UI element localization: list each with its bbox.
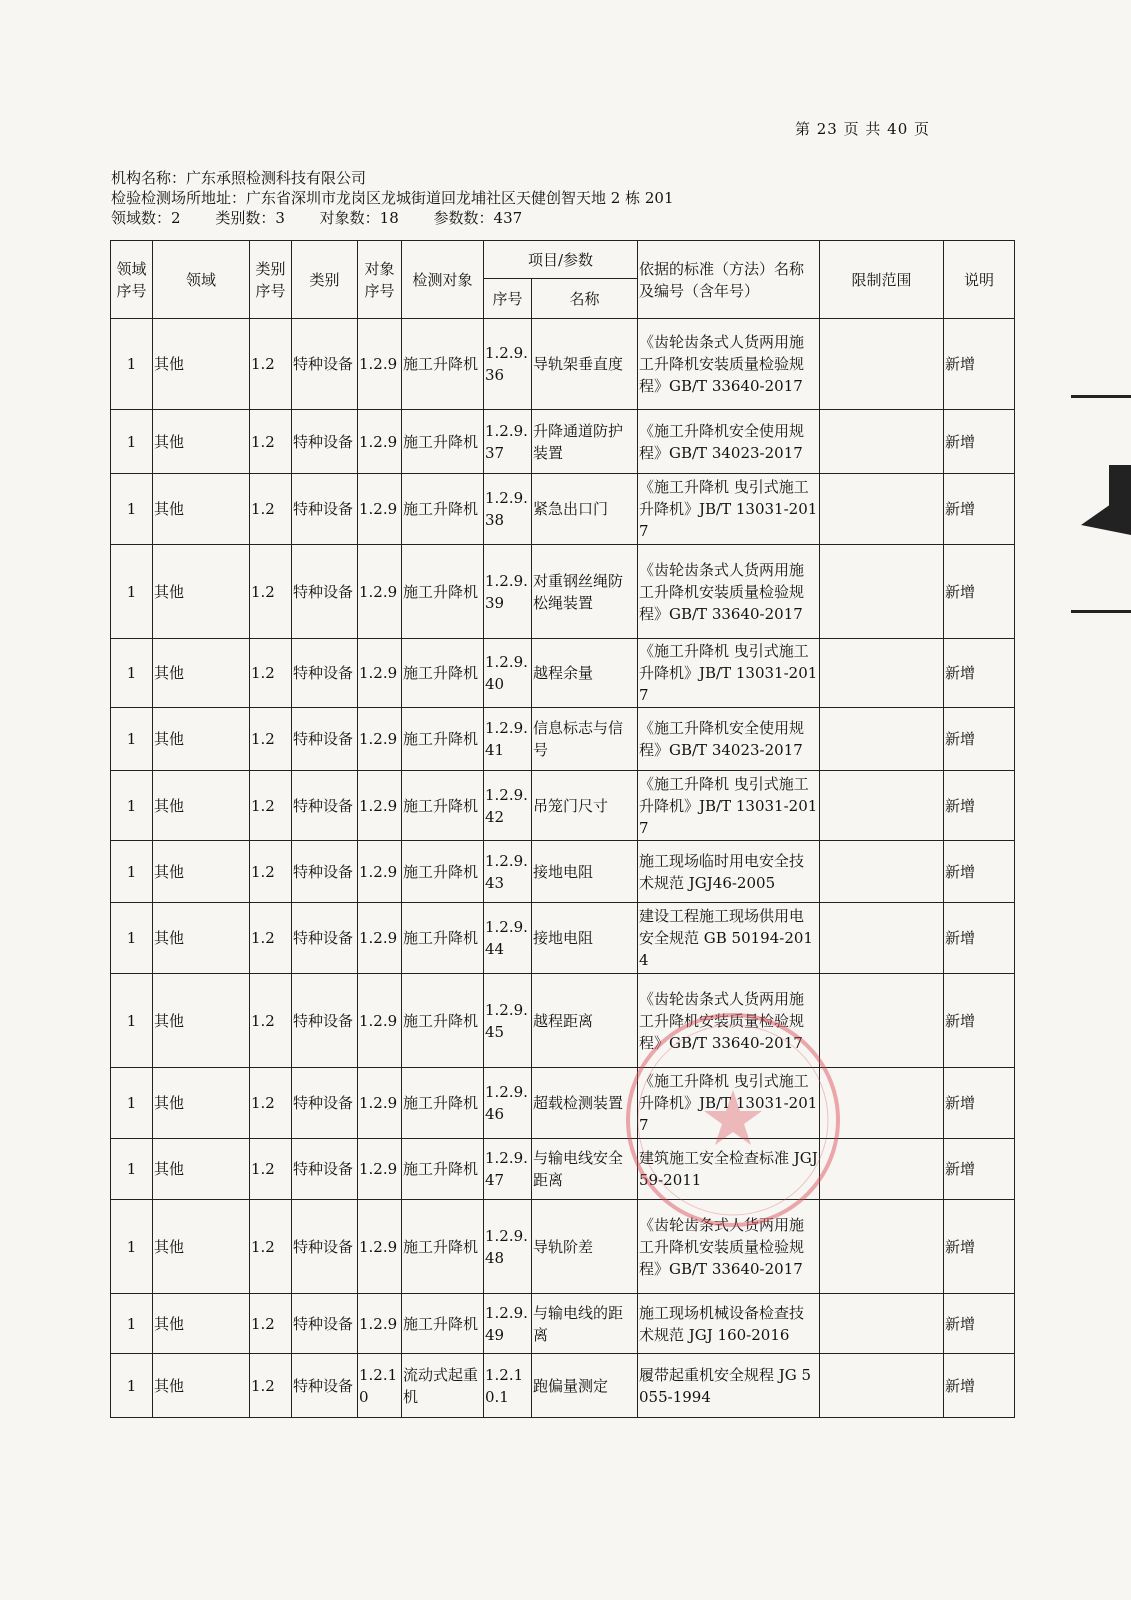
cell-domain: 其他 xyxy=(153,708,250,771)
cell-domain: 其他 xyxy=(153,974,250,1068)
table-row xyxy=(111,545,1015,639)
cell-note: 新增 xyxy=(944,903,1015,974)
cell-limit xyxy=(820,319,944,410)
cell-note: 新增 xyxy=(944,545,1015,639)
cell-category-no: 1.2 xyxy=(250,771,292,841)
cell-item-no: 1.2.9.46 xyxy=(484,1068,532,1139)
header-limit: 限制范围 xyxy=(820,241,944,319)
cell-standard: 《齿轮齿条式人货两用施工升降机安装质量检验规程》GB/T 33640-2017 xyxy=(638,974,820,1068)
cell-standard: 建筑施工安全检查标准 JGJ 59-2011 xyxy=(638,1139,820,1200)
cell-object-no: 1.2.10 xyxy=(358,1354,402,1418)
cell-domain: 其他 xyxy=(153,639,250,708)
cell-domain-no: 1 xyxy=(111,410,153,474)
stat-category: 类别数：3 xyxy=(215,209,285,227)
cell-category-no: 1.2 xyxy=(250,1139,292,1200)
cell-note: 新增 xyxy=(944,474,1015,545)
table-row xyxy=(111,639,1015,708)
cell-domain: 其他 xyxy=(153,319,250,410)
cell-domain: 其他 xyxy=(153,545,250,639)
cell-item-no: 1.2.9.43 xyxy=(484,841,532,903)
cell-category-no: 1.2 xyxy=(250,974,292,1068)
cell-category-no: 1.2 xyxy=(250,474,292,545)
cell-domain: 其他 xyxy=(153,1139,250,1200)
cell-limit xyxy=(820,1139,944,1200)
cell-limit xyxy=(820,545,944,639)
table-row xyxy=(111,903,1015,974)
table-row xyxy=(111,1068,1015,1139)
cell-note: 新增 xyxy=(944,1139,1015,1200)
cell-standard: 施工现场临时用电安全技术规范 JGJ46-2005 xyxy=(638,841,820,903)
cell-object: 施工升降机 xyxy=(402,410,484,474)
cell-standard: 《齿轮齿条式人货两用施工升降机安装质量检验规程》GB/T 33640-2017 xyxy=(638,1200,820,1294)
cell-object: 施工升降机 xyxy=(402,974,484,1068)
stat-domain: 领域数：2 xyxy=(111,209,181,227)
cell-object-no: 1.2.9 xyxy=(358,1294,402,1354)
cell-category: 特种设备 xyxy=(292,545,358,639)
cell-item-no: 1.2.9.49 xyxy=(484,1294,532,1354)
cell-standard: 建设工程施工现场供用电安全规范 GB 50194-2014 xyxy=(638,903,820,974)
cell-limit xyxy=(820,1068,944,1139)
cell-limit xyxy=(820,1354,944,1418)
cell-domain-no: 1 xyxy=(111,974,153,1068)
institution-label: 机构名称： xyxy=(111,169,187,187)
cell-item-name: 越程余量 xyxy=(532,639,638,708)
document-header xyxy=(111,168,674,228)
cell-category: 特种设备 xyxy=(292,1068,358,1139)
cell-object-no: 1.2.9 xyxy=(358,474,402,545)
cell-domain: 其他 xyxy=(153,1068,250,1139)
cell-standard: 《施工升降机安全使用规程》GB/T 34023-2017 xyxy=(638,410,820,474)
cell-domain-no: 1 xyxy=(111,771,153,841)
cell-domain: 其他 xyxy=(153,474,250,545)
cell-standard: 《施工升降机 曳引式施工升降机》JB/T 13031-2017 xyxy=(638,771,820,841)
cell-domain: 其他 xyxy=(153,771,250,841)
cell-object-no: 1.2.9 xyxy=(358,903,402,974)
cell-object-no: 1.2.9 xyxy=(358,545,402,639)
cell-item-no: 1.2.9.47 xyxy=(484,1139,532,1200)
cell-limit xyxy=(820,1200,944,1294)
cell-item-name: 与输电线的距离 xyxy=(532,1294,638,1354)
table-row xyxy=(111,771,1015,841)
cell-limit xyxy=(820,974,944,1068)
cell-item-name: 超载检测装置 xyxy=(532,1068,638,1139)
cell-object: 施工升降机 xyxy=(402,841,484,903)
cell-limit xyxy=(820,841,944,903)
cell-item-no: 1.2.9.36 xyxy=(484,319,532,410)
cell-item-name: 吊笼门尺寸 xyxy=(532,771,638,841)
cell-object: 施工升降机 xyxy=(402,1068,484,1139)
cell-item-no: 1.2.9.39 xyxy=(484,545,532,639)
cell-object: 施工升降机 xyxy=(402,639,484,708)
cell-category: 特种设备 xyxy=(292,841,358,903)
cell-object: 施工升降机 xyxy=(402,708,484,771)
cell-domain-no: 1 xyxy=(111,474,153,545)
header-item-name: 名称 xyxy=(532,279,638,319)
cell-standard: 《施工升降机 曳引式施工升降机》JB/T 13031-2017 xyxy=(638,474,820,545)
cell-standard: 《施工升降机 曳引式施工升降机》JB/T 13031-2017 xyxy=(638,1068,820,1139)
stats-line xyxy=(111,208,674,228)
cell-item-name: 接地电阻 xyxy=(532,903,638,974)
table-row xyxy=(111,410,1015,474)
cell-limit xyxy=(820,708,944,771)
cell-object-no: 1.2.9 xyxy=(358,1068,402,1139)
header-item-no: 序号 xyxy=(484,279,532,319)
cell-limit xyxy=(820,410,944,474)
cell-object: 施工升降机 xyxy=(402,319,484,410)
cell-category-no: 1.2 xyxy=(250,319,292,410)
cell-object-no: 1.2.9 xyxy=(358,841,402,903)
cell-category: 特种设备 xyxy=(292,319,358,410)
cell-item-no: 1.2.9.48 xyxy=(484,1200,532,1294)
cell-note: 新增 xyxy=(944,1200,1015,1294)
cell-object-no: 1.2.9 xyxy=(358,974,402,1068)
cell-item-no: 1.2.9.44 xyxy=(484,903,532,974)
cell-note: 新增 xyxy=(944,771,1015,841)
header-domain-no: 领域序号 xyxy=(111,241,153,319)
header-item-param: 项目/参数 xyxy=(484,241,638,279)
cell-object: 施工升降机 xyxy=(402,1139,484,1200)
cell-item-name: 信息标志与信号 xyxy=(532,708,638,771)
scope-table xyxy=(110,240,1015,1418)
cell-standard: 施工现场机械设备检查技术规范 JGJ 160-2016 xyxy=(638,1294,820,1354)
cell-domain-no: 1 xyxy=(111,1354,153,1418)
cell-object: 施工升降机 xyxy=(402,771,484,841)
header-standard: 依据的标准（方法）名称及编号（含年号） xyxy=(638,241,820,319)
table-row xyxy=(111,1139,1015,1200)
cell-limit xyxy=(820,474,944,545)
cell-category: 特种设备 xyxy=(292,1200,358,1294)
cell-domain-no: 1 xyxy=(111,1200,153,1294)
cell-category: 特种设备 xyxy=(292,1354,358,1418)
edge-stamp-icon xyxy=(1061,395,1131,645)
address-line xyxy=(111,188,674,208)
cell-object-no: 1.2.9 xyxy=(358,319,402,410)
cell-category: 特种设备 xyxy=(292,903,358,974)
cell-object: 施工升降机 xyxy=(402,903,484,974)
cell-note: 新增 xyxy=(944,708,1015,771)
cell-domain-no: 1 xyxy=(111,903,153,974)
cell-domain: 其他 xyxy=(153,1354,250,1418)
cell-object-no: 1.2.9 xyxy=(358,708,402,771)
cell-standard: 《施工升降机安全使用规程》GB/T 34023-2017 xyxy=(638,708,820,771)
page-number: 第 23 页 共 40 页 xyxy=(795,120,931,138)
header-note: 说明 xyxy=(944,241,1015,319)
cell-category: 特种设备 xyxy=(292,771,358,841)
cell-object-no: 1.2.9 xyxy=(358,771,402,841)
cell-object-no: 1.2.9 xyxy=(358,639,402,708)
cell-item-no: 1.2.9.45 xyxy=(484,974,532,1068)
cell-limit xyxy=(820,903,944,974)
cell-item-no: 1.2.9.41 xyxy=(484,708,532,771)
cell-standard: 履带起重机安全规程 JG 5055-1994 xyxy=(638,1354,820,1418)
cell-category-no: 1.2 xyxy=(250,639,292,708)
cell-category-no: 1.2 xyxy=(250,841,292,903)
cell-standard: 《齿轮齿条式人货两用施工升降机安装质量检验规程》GB/T 33640-2017 xyxy=(638,319,820,410)
address-value: 广东省深圳市龙岗区龙城街道回龙埔社区天健创智天地 2 栋 201 xyxy=(246,189,674,207)
institution-line xyxy=(111,168,674,188)
cell-category: 特种设备 xyxy=(292,410,358,474)
cell-note: 新增 xyxy=(944,1294,1015,1354)
cell-note: 新增 xyxy=(944,1068,1015,1139)
cell-note: 新增 xyxy=(944,410,1015,474)
cell-object: 流动式起重机 xyxy=(402,1354,484,1418)
stat-param: 参数数：437 xyxy=(433,209,523,227)
cell-limit xyxy=(820,771,944,841)
header-category-no: 类别序号 xyxy=(250,241,292,319)
cell-object: 施工升降机 xyxy=(402,474,484,545)
stat-object: 对象数：18 xyxy=(319,209,399,227)
cell-item-no: 1.2.10.1 xyxy=(484,1354,532,1418)
cell-category: 特种设备 xyxy=(292,974,358,1068)
cell-item-no: 1.2.9.37 xyxy=(484,410,532,474)
cell-domain: 其他 xyxy=(153,1200,250,1294)
cell-object: 施工升降机 xyxy=(402,1294,484,1354)
cell-item-name: 越程距离 xyxy=(532,974,638,1068)
cell-domain-no: 1 xyxy=(111,319,153,410)
cell-domain-no: 1 xyxy=(111,1068,153,1139)
cell-domain-no: 1 xyxy=(111,639,153,708)
cell-item-name: 紧急出口门 xyxy=(532,474,638,545)
table-row xyxy=(111,1354,1015,1418)
cell-item-name: 与输电线安全距离 xyxy=(532,1139,638,1200)
cell-category-no: 1.2 xyxy=(250,410,292,474)
address-label: 检验检测场所地址： xyxy=(111,189,247,207)
cell-object-no: 1.2.9 xyxy=(358,410,402,474)
cell-category-no: 1.2 xyxy=(250,545,292,639)
cell-domain: 其他 xyxy=(153,1294,250,1354)
cell-limit xyxy=(820,1294,944,1354)
institution-name: 广东承照检测科技有限公司 xyxy=(186,169,367,187)
cell-domain: 其他 xyxy=(153,841,250,903)
table-row xyxy=(111,841,1015,903)
cell-item-no: 1.2.9.42 xyxy=(484,771,532,841)
cell-object-no: 1.2.9 xyxy=(358,1200,402,1294)
cell-domain: 其他 xyxy=(153,410,250,474)
table-row xyxy=(111,974,1015,1068)
table-row xyxy=(111,474,1015,545)
cell-category-no: 1.2 xyxy=(250,1200,292,1294)
cell-domain-no: 1 xyxy=(111,708,153,771)
cell-category: 特种设备 xyxy=(292,474,358,545)
cell-domain-no: 1 xyxy=(111,1139,153,1200)
cell-category: 特种设备 xyxy=(292,708,358,771)
cell-category: 特种设备 xyxy=(292,1294,358,1354)
cell-item-no: 1.2.9.38 xyxy=(484,474,532,545)
cell-object: 施工升降机 xyxy=(402,545,484,639)
cell-limit xyxy=(820,639,944,708)
cell-item-no: 1.2.9.40 xyxy=(484,639,532,708)
header-category: 类别 xyxy=(292,241,358,319)
header-domain: 领域 xyxy=(153,241,250,319)
header-object: 检测对象 xyxy=(402,241,484,319)
cell-item-name: 导轨阶差 xyxy=(532,1200,638,1294)
cell-note: 新增 xyxy=(944,974,1015,1068)
cell-category-no: 1.2 xyxy=(250,1354,292,1418)
cell-item-name: 对重钢丝绳防松绳装置 xyxy=(532,545,638,639)
cell-category: 特种设备 xyxy=(292,639,358,708)
cell-domain: 其他 xyxy=(153,903,250,974)
cell-item-name: 跑偏量测定 xyxy=(532,1354,638,1418)
table-row xyxy=(111,708,1015,771)
cell-domain-no: 1 xyxy=(111,545,153,639)
cell-note: 新增 xyxy=(944,1354,1015,1418)
cell-item-name: 升降通道防护装置 xyxy=(532,410,638,474)
table-row xyxy=(111,1200,1015,1294)
header-object-no: 对象序号 xyxy=(358,241,402,319)
cell-domain-no: 1 xyxy=(111,1294,153,1354)
cell-category: 特种设备 xyxy=(292,1139,358,1200)
cell-standard: 《齿轮齿条式人货两用施工升降机安装质量检验规程》GB/T 33640-2017 xyxy=(638,545,820,639)
table-row xyxy=(111,319,1015,410)
cell-item-name: 接地电阻 xyxy=(532,841,638,903)
cell-domain-no: 1 xyxy=(111,841,153,903)
cell-note: 新增 xyxy=(944,639,1015,708)
cell-note: 新增 xyxy=(944,841,1015,903)
cell-standard: 《施工升降机 曳引式施工升降机》JB/T 13031-2017 xyxy=(638,639,820,708)
cell-category-no: 1.2 xyxy=(250,708,292,771)
cell-category-no: 1.2 xyxy=(250,1068,292,1139)
cell-object-no: 1.2.9 xyxy=(358,1139,402,1200)
table-row xyxy=(111,1294,1015,1354)
cell-note: 新增 xyxy=(944,319,1015,410)
cell-category-no: 1.2 xyxy=(250,903,292,974)
cell-object: 施工升降机 xyxy=(402,1200,484,1294)
cell-item-name: 导轨架垂直度 xyxy=(532,319,638,410)
cell-category-no: 1.2 xyxy=(250,1294,292,1354)
